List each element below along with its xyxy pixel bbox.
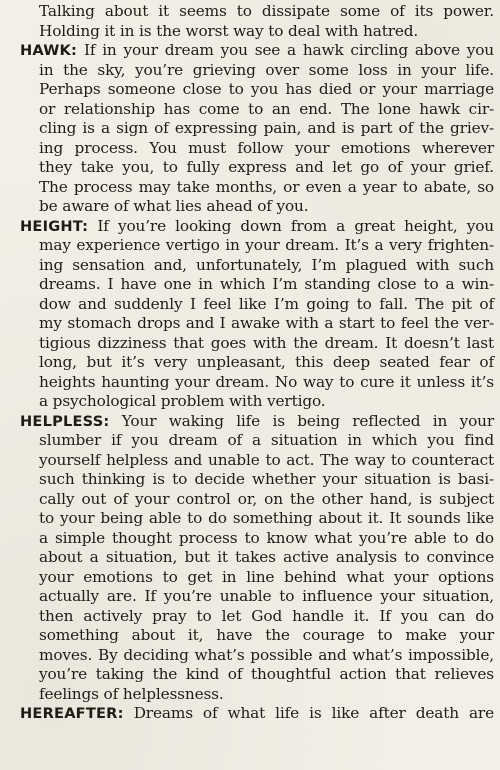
text-line: my stomach drops and I awake with a start to feel the ver-: [39, 314, 494, 332]
text-line: Holding it in is the worst way to deal with hatred.: [39, 21, 419, 40]
text-line: yourself helpless and unable to act. The way to counteract: [39, 450, 494, 469]
entry-first-line: [20, 41, 494, 61]
text-line: you’re taking the kind of thoughtful action that relieves: [39, 665, 494, 683]
entry-first-line: [20, 217, 494, 237]
text-line: or relationship has come to an end. The lone hawk cir-: [39, 99, 494, 118]
text-line: about a situation, but it takes active analysis to convince: [39, 548, 494, 566]
text-line: actually are. If you’re unable to influence your situation,: [39, 587, 494, 605]
text-line: in the sky, you’re grieving over some loss in your life.: [39, 60, 494, 79]
text-line: they take you, to fully express and let go of your grief.: [39, 158, 494, 176]
text-line: Perhaps someone close to you has died or your marriage: [39, 80, 494, 98]
headword-helpless: HELPLESS:: [20, 412, 110, 430]
text-line: to your being able to do something about it. It sounds like: [39, 509, 494, 527]
text-line: heights haunting your dream. No way to cure it unless it’s: [39, 372, 494, 391]
entry-hereafter: [20, 704, 494, 724]
text-line: may experience vertigo in your dream. It’s a very frighten-: [39, 236, 494, 254]
entry-text: Your waking life is being reflected in your: [109, 411, 494, 430]
headword-height: HEIGHT:: [20, 217, 89, 235]
text-line: such thinking is to decide whether your situation is basi-: [39, 470, 494, 488]
text-line: a psychological problem with vertigo.: [39, 392, 326, 410]
text-line: then actively pray to let God handle it. If you can do: [39, 606, 494, 625]
text-line: cally out of your control or, on the other hand, is subject: [39, 489, 494, 508]
text-line: be aware of what lies ahead of you.: [39, 197, 309, 215]
text-line: your emotions to get in line behind what your options: [39, 567, 494, 586]
fragment-paragraph: [20, 2, 494, 41]
text-line: a simple thought process to know what you’re able to do: [39, 528, 494, 547]
entry-helpless: [20, 412, 494, 705]
text-line: something about it, have the courage to make your: [39, 626, 494, 644]
text-line: moves. By deciding what’s possible and what’s impossible,: [39, 645, 494, 664]
text-line: cling is a sign of expressing pain, and is part of the griev-: [39, 119, 494, 137]
text-line: dow and suddenly I feel like I’m going to fall. The pit of: [39, 294, 494, 313]
text-line: feelings of helplessness.: [39, 684, 224, 703]
text-line: Talking about it seems to dissipate some of its power.: [39, 2, 494, 20]
entry-hawk: [20, 41, 494, 217]
text-line: ing sensation and, unfortunately, I’m plagued with such: [39, 255, 494, 274]
entry-text: If in your dream you see a hawk circling above you: [77, 41, 494, 59]
headword-hawk: HAWK:: [20, 42, 78, 59]
text-line: ing process. You must follow your emotions wherever: [39, 138, 494, 157]
text-line: The process may take months, or even a year to abate, so: [39, 177, 494, 196]
entry-first-line: [20, 704, 494, 724]
entry-text: Dreams of what life is like after death are: [123, 704, 494, 722]
text-line: dreams. I have one in which I’m standing close to a win-: [39, 275, 494, 293]
entry-text: If you’re looking down from a great height, you: [88, 216, 494, 235]
text-line: long, but it’s very unpleasant, this deep seated fear of: [39, 353, 494, 371]
headword-hereafter: HEREAFTER:: [20, 705, 124, 722]
text-line: tigious dizziness that goes with the dream. It doesn’t last: [39, 333, 494, 352]
entry-height: [20, 217, 494, 412]
entry-first-line: [20, 412, 494, 432]
text-line: slumber if you dream of a situation in which you find: [39, 431, 494, 449]
